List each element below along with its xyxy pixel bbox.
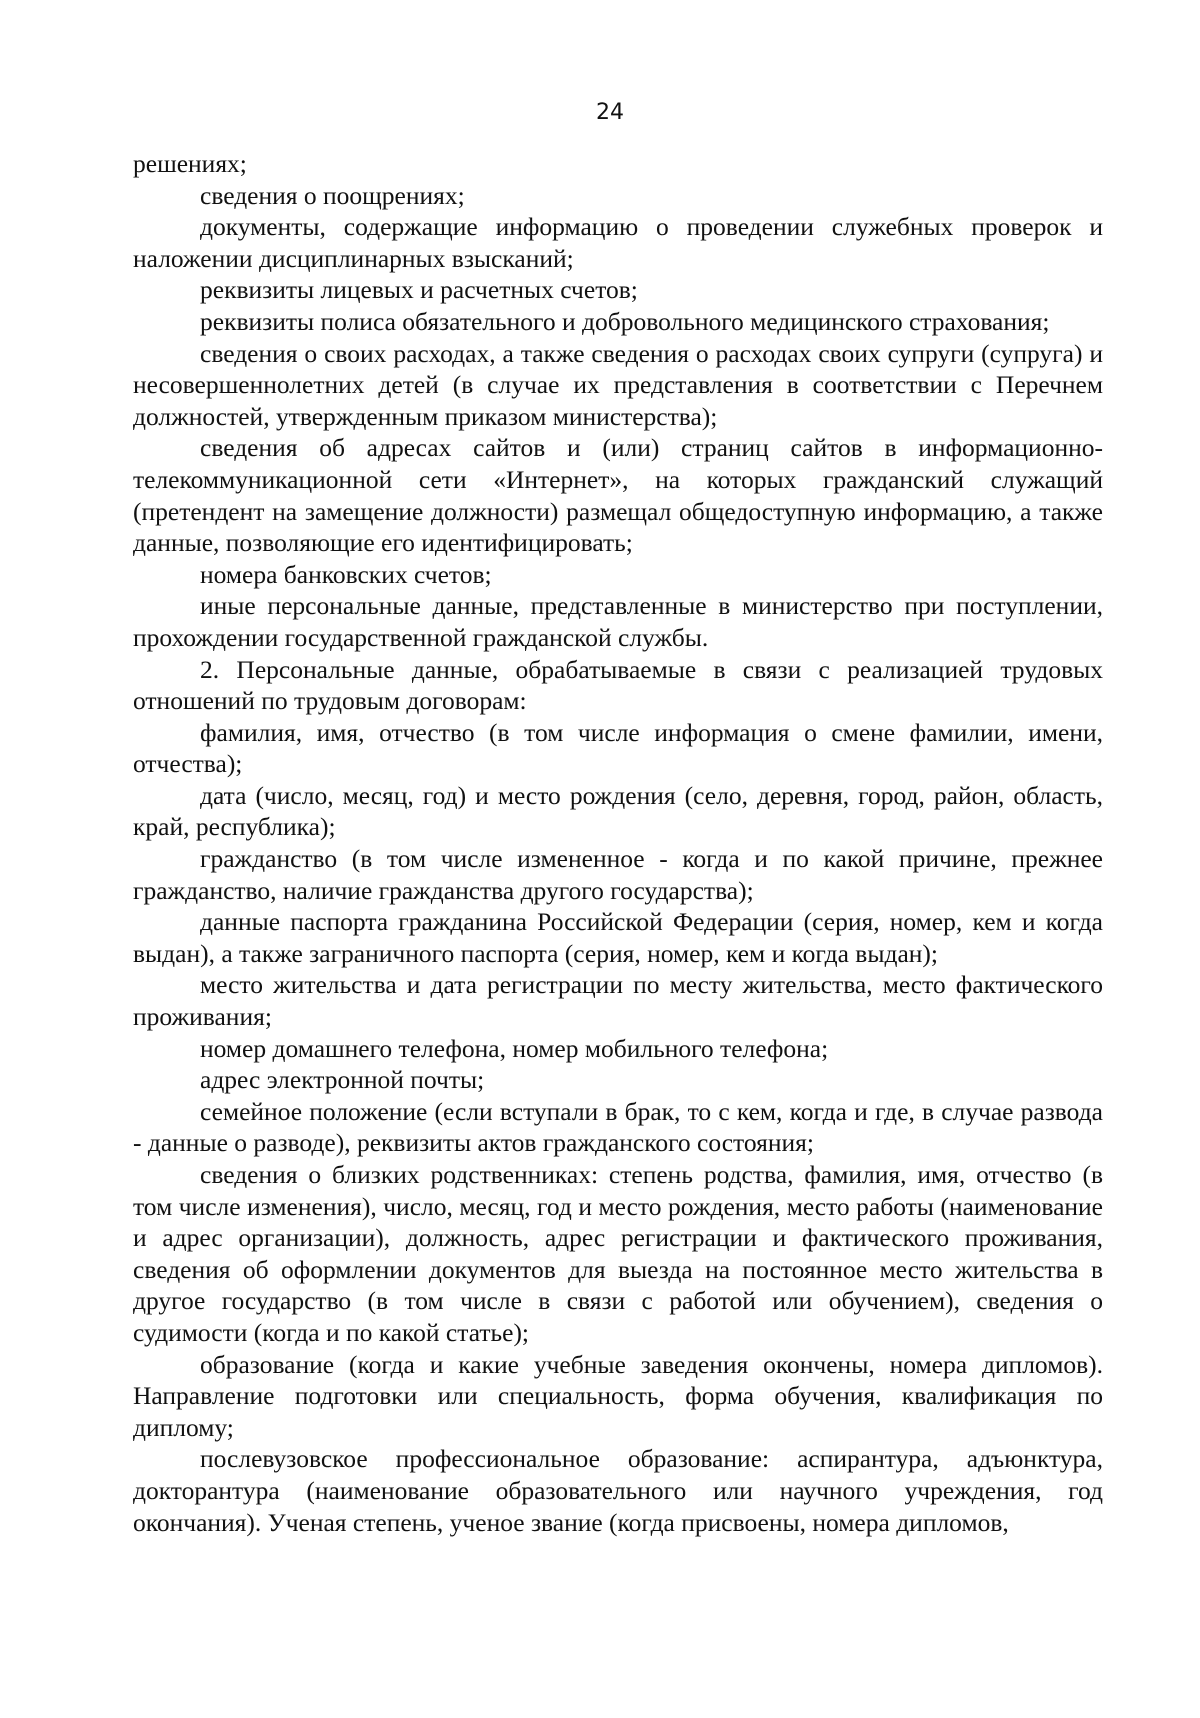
paragraph: реквизиты полиса обязательного и добровольного медицинского страхования;: [200, 306, 1050, 336]
paragraph: место жительства и дата регистрации по месту жительства, место фактического проживания;: [133, 970, 1103, 1032]
paragraph: семейное положение (если вступали в брак, то с кем, когда и где, в случае развода - данные о разводе), реквизиты актов гражданского состояния;: [133, 1096, 1103, 1158]
paragraph: документы, содержащие информацию о проведении служебных проверок и наложении дисциплинарных взысканий;: [133, 212, 1103, 273]
paragraph: сведения о своих расходах, а также сведения о расходах своих супруги (супруга) и несовершеннолетних детей (в случае их представления в соответствии с Перечнем должностей, утвержденным приказом министерства);: [133, 338, 1103, 431]
paragraph: послевузовское профессиональное образование: аспирантура, адъюнктура, докторантура (наименование образовательного или научного учреждения, год окончания). Ученая степень, ученое звание (когда присвоены, номера дипломов,: [133, 1444, 1103, 1537]
paragraph: решениях;: [133, 149, 247, 178]
paragraph: дата (число, месяц, год) и место рождения (село, деревня, город, район, область, край, республика);: [133, 780, 1103, 842]
paragraph: реквизиты лицевых и расчетных счетов;: [200, 275, 638, 305]
paragraph: образование (когда и какие учебные заведения окончены, номера дипломов). Направление подготовки или специальность, форма обучения, квалификация по диплому;: [133, 1349, 1103, 1442]
paragraph: сведения об адресах сайтов и (или) страниц сайтов в информационно-телекоммуникационной сети «Интернет», на которых гражданский служащий (претендент на замещение должности) размещал общедоступную информацию, а также данные, позволяющие его идентифицировать;: [133, 433, 1103, 558]
paragraph: номера банковских счетов;: [200, 559, 492, 589]
page-number: 24: [596, 100, 624, 125]
paragraph: данные паспорта гражданина Российской Федерации (серия, номер, кем и когда выдан), а также заграничного паспорта (серия, номер, кем и когда выдан);: [133, 907, 1103, 968]
paragraph: сведения о близких родственниках: степень родства, фамилия, имя, отчество (в том числе изменения), число, месяц, год и место рождения, место работы (наименование и адрес организации), должность, адрес регистрации и фактического проживания, сведения об оформлении документов для выезда на постоянное место жительства в другое государство (в том числе в связи с работой или обучением), сведения о судимости (когда и по какой статье);: [133, 1160, 1103, 1347]
paragraph: номер домашнего телефона, номер мобильного телефона;: [200, 1033, 829, 1063]
paragraph: иные персональные данные, представленные в министерство при поступлении, прохождении государственной гражданской службы.: [133, 591, 1103, 652]
paragraph: гражданство (в том числе измененное - когда и по какой причине, прежнее гражданство, наличие гражданства другого государства);: [133, 844, 1103, 905]
paragraph: сведения о поощрениях;: [200, 180, 465, 210]
paragraph: фамилия, имя, отчество (в том числе информация о смене фамилии, имени, отчества);: [133, 717, 1103, 779]
paragraph: 2. Персональные данные, обрабатываемые в связи с реализацией трудовых отношений по трудовым договорам:: [133, 654, 1103, 716]
document-body: [133, 148, 1103, 1538]
paragraph: адрес электронной почты;: [200, 1065, 485, 1095]
